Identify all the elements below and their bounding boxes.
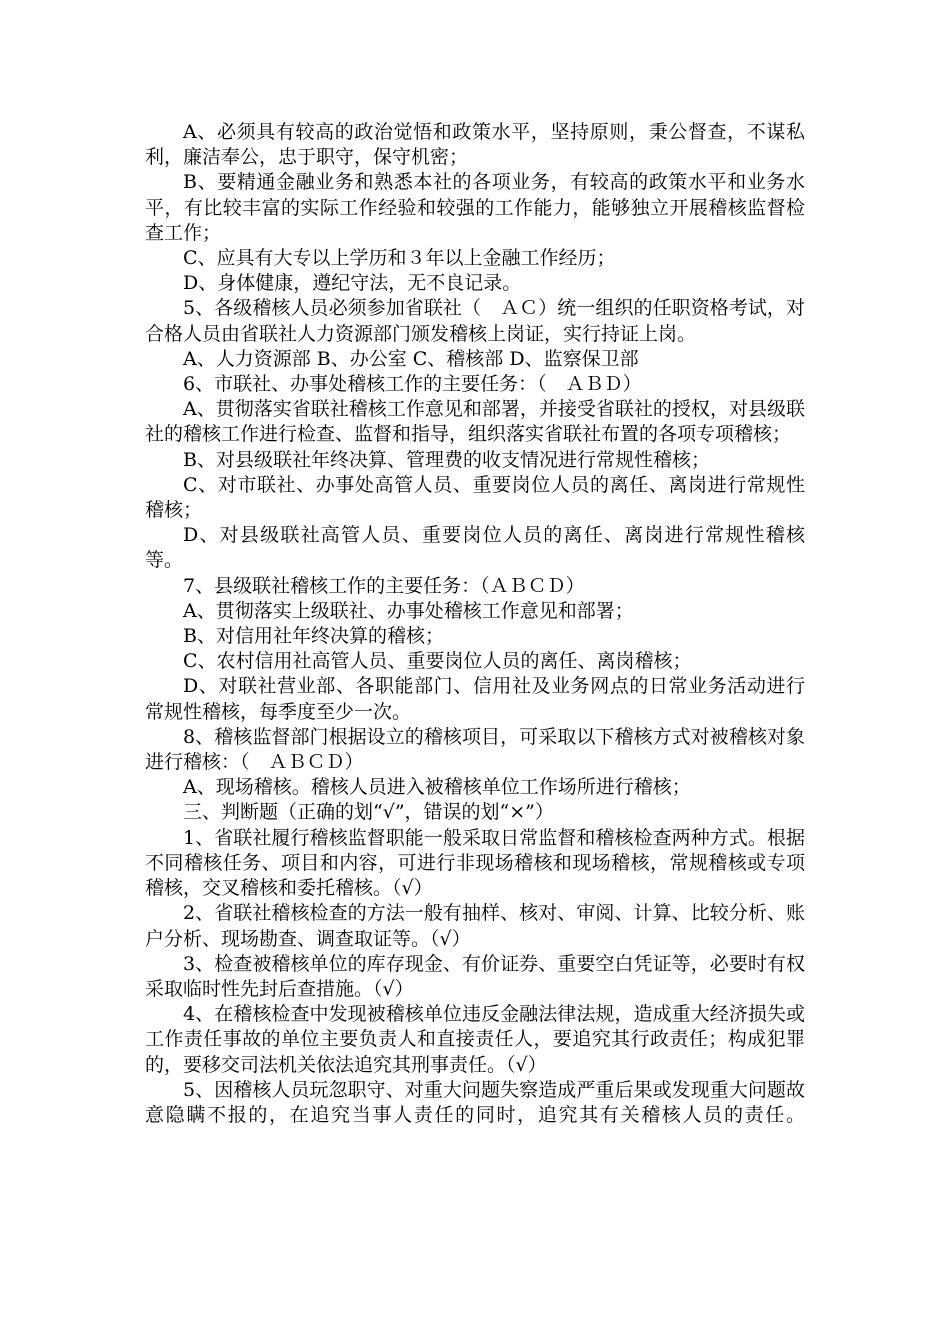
judgement-2: 2、省联社稽核检查的方法一般有抽样、核对、审阅、计算、比较分析、账户分析、现场勘查、调查取证等。（√） bbox=[145, 902, 805, 950]
judgement-1: 1、省联社履行稽核监督职能一般采取日常监督和稽核检查两种方式。根据不同稽核任务、项目和内容，可进行非现场稽核和现场稽核，常规稽核或专项稽核，交叉稽核和委托稽核。（√） bbox=[145, 826, 805, 900]
question-8-option-a: A、现场稽核。稽核人员进入被稽核单位工作场所进行稽核； bbox=[183, 776, 691, 799]
question-8: 8、稽核监督部门根据设立的稽核项目，可采取以下稽核方式对被稽核对象进行稽核：（ ＡＢＣＤ） bbox=[145, 725, 805, 774]
question-7: 7、县级联社稽核工作的主要任务：（ＡＢＣＤ） bbox=[183, 574, 585, 597]
question-6-option-d: D、对县级联社高管人员、重要岗位人员的离任、离岗进行常规性稽核等。 bbox=[145, 524, 805, 572]
question-6-option-b: B、对县级联社年终决算、管理费的收支情况进行常规性稽核； bbox=[183, 448, 710, 471]
question-6-option-a: A、贯彻落实省联社稽核工作意见和部署，并接受省联社的授权，对县级联社的稽核工作进行检查、监督和指导，组织落实省联社布置的各项专项稽核； bbox=[145, 398, 805, 446]
question-7-option-a: A、贯彻落实上级联社、办事处稽核工作意见和部署； bbox=[183, 599, 634, 622]
judgement-4: 4、在稽核检查中发现被稽核单位违反金融法律法规，造成重大经济损失或工作责任事故的单位主要负责人和直接责任人，要追究其行政责任；构成犯罪的，要移交司法机关依法追究其刑事责任。（√） bbox=[145, 1003, 805, 1076]
judgement-5: 5、因稽核人员玩忽职守、对重大问题失察造成严重后果或发现重大问题故意隐瞒不报的，在追究当事人责任的同时，追究其有关稽核人员的责任。 bbox=[145, 1078, 805, 1126]
question-5: 5、各级稽核人员必须参加省联社（ ＡＣ）统一组织的任职资格考试，对合格人员由省联社人力资源部门颁发稽核上岗证，实行持证上岗。 bbox=[145, 297, 805, 345]
paragraph-qualification-d: D、身体健康，遵纪守法，无不良记录。 bbox=[183, 272, 522, 295]
paragraph-qualification-a: A、必须具有较高的政治觉悟和政策水平，坚持原则，秉公督查，不谋私利，廉洁奉公，忠于职守，保守机密； bbox=[145, 121, 805, 169]
question-7-option-b: B、对信用社年终决算的稽核； bbox=[183, 625, 444, 648]
question-7-option-d: D、对联社营业部、各职能部门、信用社及业务网点的日常业务活动进行常规性稽核，每季度至少一次。 bbox=[145, 675, 805, 723]
question-6: 6、市联社、办事处稽核工作的主要任务：（ ＡＢＤ） bbox=[183, 373, 642, 396]
question-7-option-c: C、农村信用社高管人员、重要岗位人员的离任、离岗稽核； bbox=[183, 650, 692, 673]
question-6-option-c: C、对市联社、办事处高管人员、重要岗位人员的离任、离岗进行常规性稽核； bbox=[145, 473, 805, 522]
section-heading-true-false: 三、判断题（正确的划“√”，错误的划“×”） bbox=[183, 801, 554, 824]
judgement-3: 3、检查被稽核单位的库存现金、有价证券、重要空白凭证等，必要时有权采取临时性先封后查措施。（√） bbox=[145, 952, 805, 1000]
paragraph-qualification-c: C、应具有大专以上学历和３年以上金融工作经历； bbox=[183, 247, 616, 270]
question-5-options: A、人力资源部 B、办公室 C、稽核部 D、监察保卫部 bbox=[183, 347, 639, 370]
document-body bbox=[145, 120, 805, 1128]
paragraph-qualification-b: B、要精通金融业务和熟悉本社的各项业务，有较高的政策水平和业务水平，有比较丰富的实际工作经验和较强的工作能力，能够独立开展稽核监督检查工作； bbox=[145, 171, 805, 244]
